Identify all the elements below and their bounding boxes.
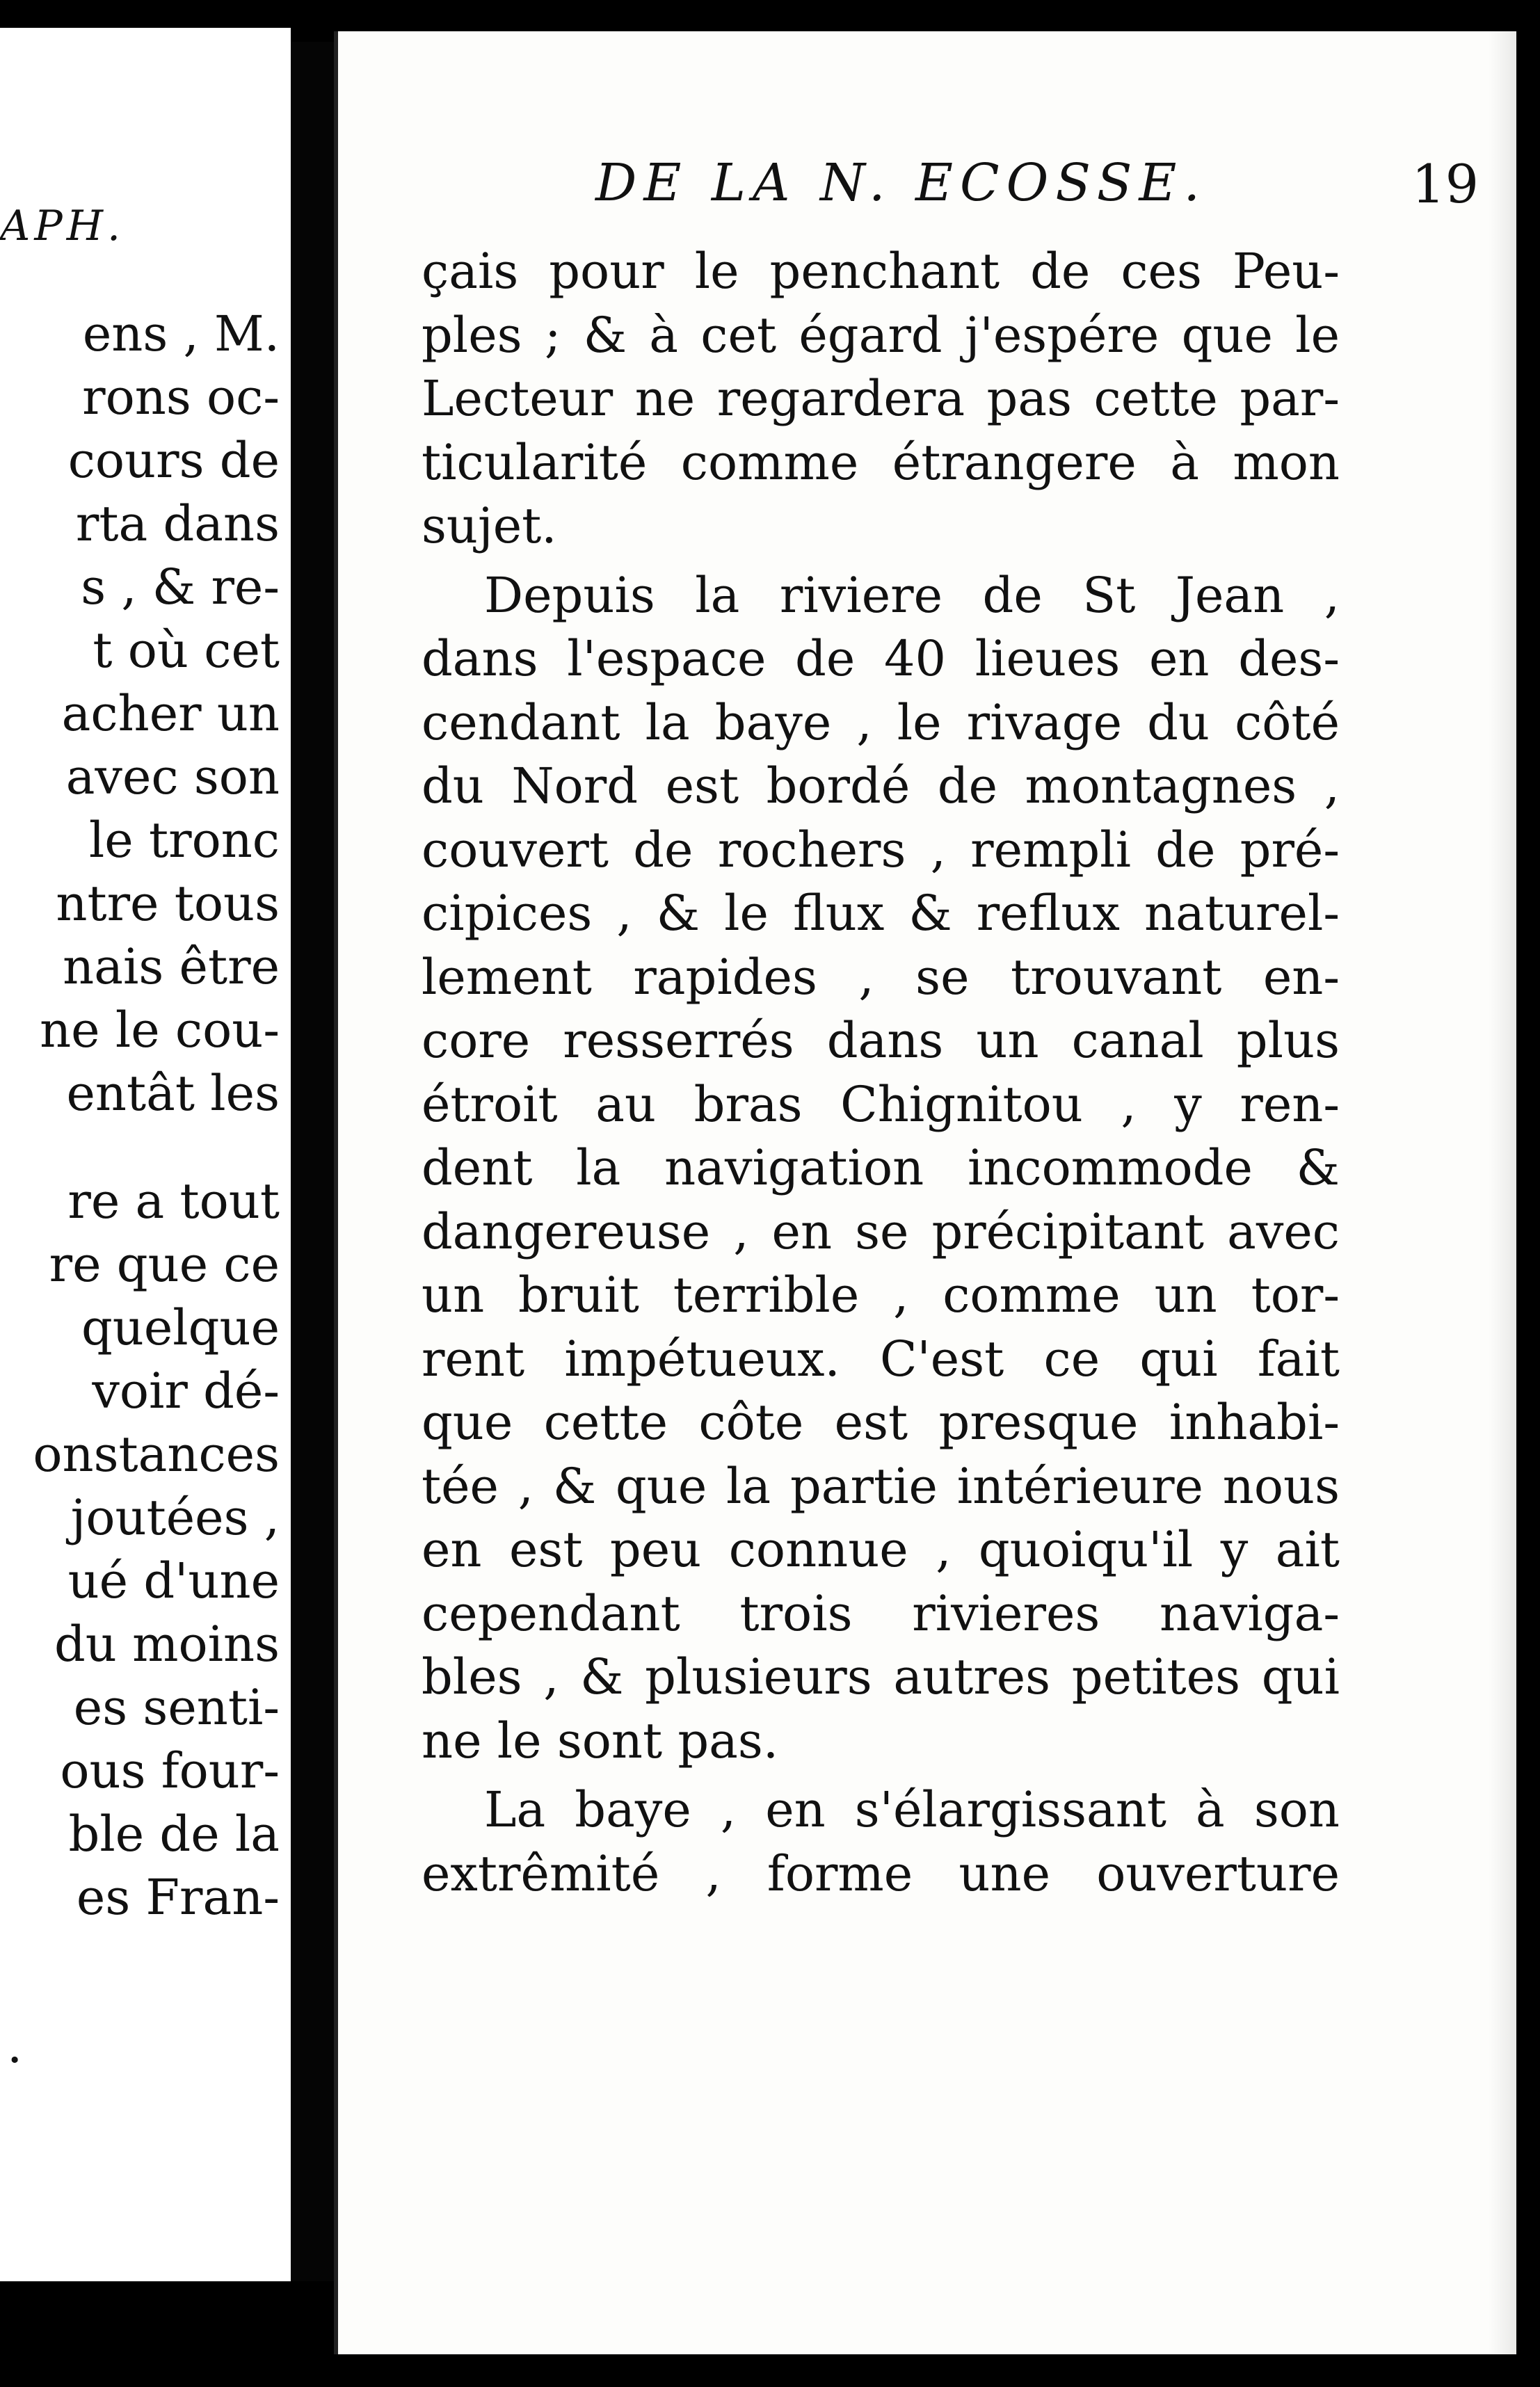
text-line: çais pour le penchant de ces Peu- <box>422 243 1340 300</box>
text-line: cipices , & le flux & reflux naturel- <box>422 885 1340 942</box>
page-number: 19 <box>1411 153 1479 215</box>
left-line: acher un <box>61 685 280 742</box>
left-line: onstances <box>33 1426 280 1483</box>
left-line: ble de la <box>68 1806 280 1863</box>
left-line: ous four- <box>60 1742 280 1799</box>
left-line: voir dé- <box>92 1363 280 1420</box>
left-line: rons oc- <box>82 369 280 426</box>
text-line: ne le sont pas. <box>422 1712 779 1769</box>
left-line: ntre tous <box>56 875 280 932</box>
left-line: cours de <box>67 432 280 489</box>
left-line: ne le cou- <box>40 1002 280 1059</box>
left-text-block <box>0 303 280 1929</box>
left-page-dot: . <box>7 2017 23 2074</box>
text-line: dangereuse , en se précipitant avec <box>422 1203 1340 1260</box>
text-line: extrêmité , forme une ouverture <box>422 1844 1340 1902</box>
left-running-head: APH. <box>0 202 125 250</box>
text-line: La baye , en s'élargissant à son <box>484 1781 1340 1838</box>
book-gutter <box>291 42 334 2281</box>
text-line: étroit au bras Chignitou , y ren- <box>422 1075 1340 1133</box>
text-line: rent impétueux. C'est ce qui fait <box>422 1330 1340 1388</box>
left-line: quelque <box>81 1299 280 1356</box>
right-page <box>334 31 1516 2354</box>
left-line: avec son <box>65 748 280 805</box>
left-page <box>0 28 291 2281</box>
left-line: ué d'une <box>67 1552 280 1609</box>
paragraph-gap <box>422 1773 1340 1778</box>
text-line: cendant la baye , le rivage du côté <box>422 693 1340 751</box>
left-paragraph-gap <box>0 1125 280 1170</box>
left-line: s , & re- <box>81 558 280 616</box>
left-line: nais être <box>63 938 280 995</box>
text-line: bles , & plusieurs autres petites qui <box>422 1648 1340 1705</box>
text-line: dent la navigation incommode & <box>422 1139 1340 1196</box>
text-line: lement rapides , se trouvant en- <box>422 948 1340 1006</box>
text-line: ples ; & à cet égard j'espére que le <box>422 306 1340 364</box>
text-line: couvert de rochers , rempli de pré- <box>422 821 1340 878</box>
text-line: du Nord est bordé de montagnes , <box>422 757 1340 814</box>
body-text <box>422 240 1340 1906</box>
left-line: du moins <box>54 1616 280 1673</box>
running-title: DE LA N. ECOSSE. <box>595 153 1207 213</box>
text-line: un bruit terrible , comme un tor- <box>422 1267 1340 1324</box>
left-line: le tronc <box>88 812 280 869</box>
text-line: que cette côte est presque inhabi- <box>422 1394 1340 1451</box>
left-line: es Fran- <box>76 1869 280 1926</box>
left-line: ens , M. <box>82 305 280 362</box>
text-line: en est peu connue , quoiqu'il y ait <box>422 1521 1340 1578</box>
left-line: re que ce <box>49 1236 280 1293</box>
text-line: dans l'espace de 40 lieues en des- <box>422 630 1340 687</box>
text-line: core resserrés dans un canal plus <box>422 1012 1340 1069</box>
page-edge-shadow <box>1489 31 1516 2354</box>
left-line: t où cet <box>93 622 280 679</box>
left-line: re a tout <box>67 1173 280 1230</box>
left-line: entât les <box>66 1065 280 1122</box>
text-line: Lecteur ne regardera pas cette par- <box>422 370 1340 427</box>
paragraph-gap <box>422 558 1340 564</box>
text-line: sujet. <box>422 497 557 554</box>
left-line: es senti- <box>73 1679 280 1736</box>
text-line: Depuis la riviere de St Jean , <box>484 566 1340 624</box>
left-line: rta dans <box>75 495 280 552</box>
running-head <box>595 153 1479 236</box>
text-line: ticularité comme étrangere à mon <box>422 433 1340 491</box>
text-line: tée , & que la partie intérieure nous <box>422 1457 1340 1515</box>
text-line: cependant trois rivieres naviga- <box>422 1584 1340 1642</box>
left-line: joutées , <box>70 1489 280 1546</box>
